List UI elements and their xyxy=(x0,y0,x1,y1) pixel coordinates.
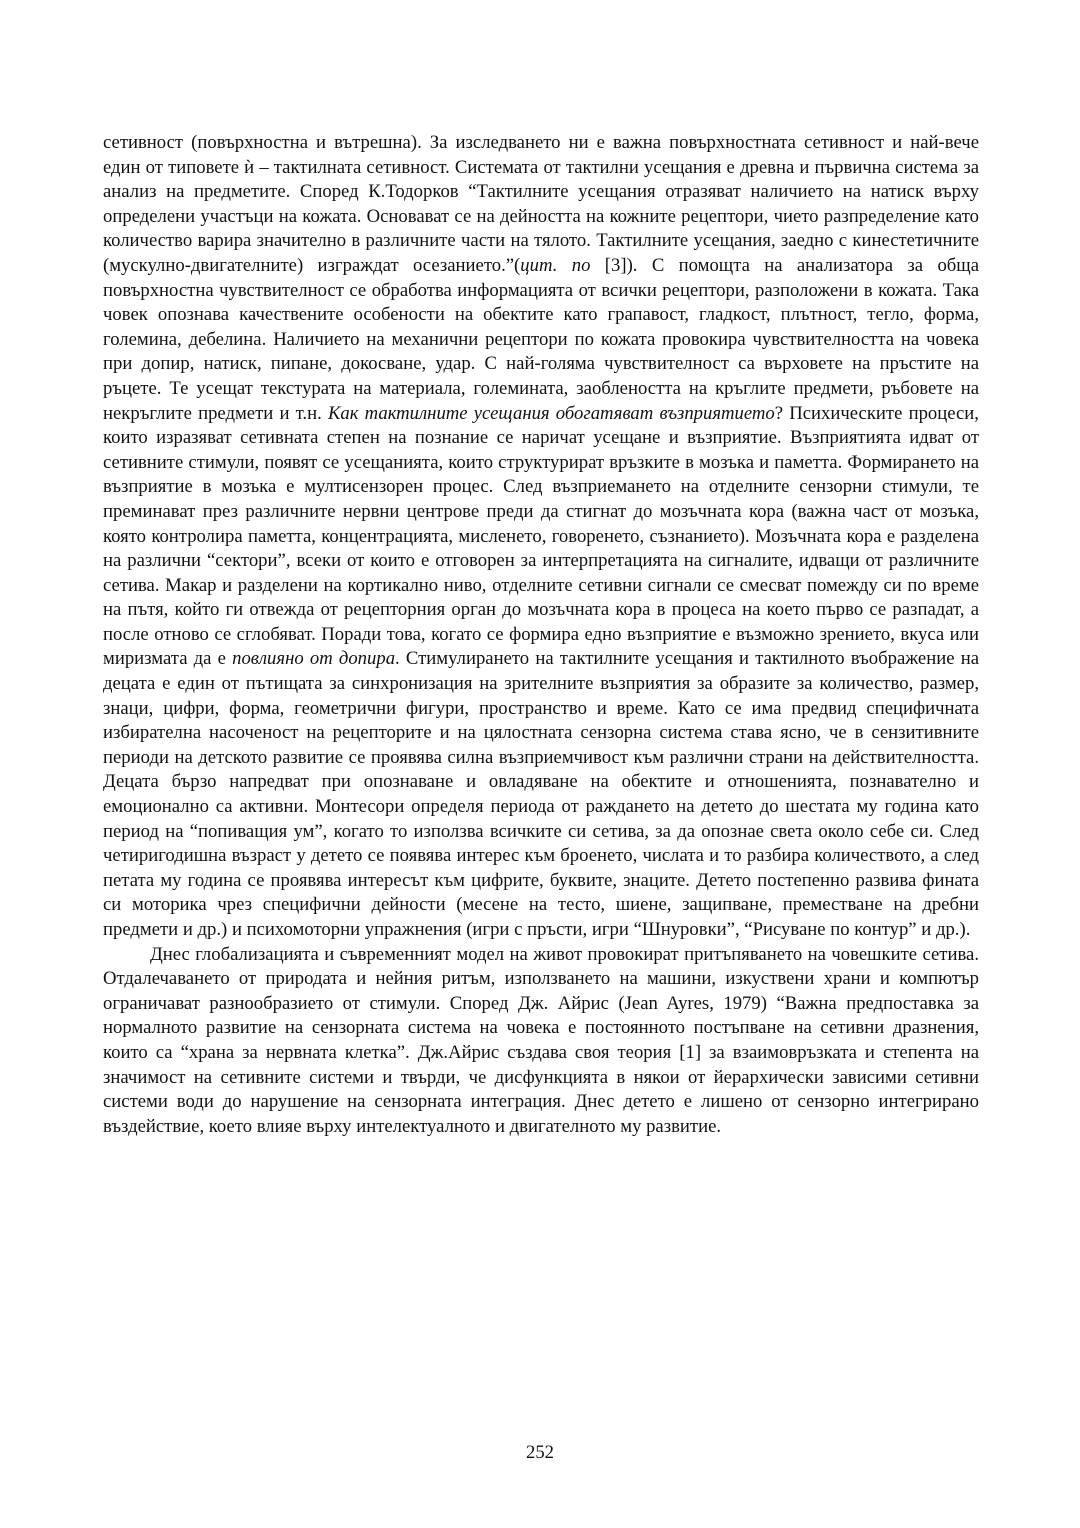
emphasis-italic: повлияно от допира xyxy=(232,648,396,670)
body-text xyxy=(103,131,979,1139)
paragraph-1-part-3: ? Психическите процеси, които изразяват сетивната степен на познание се наричат усещане и възприятие. Възприятията идват от сетивните стимули, появят се усещанията, които структурират връзките в мозъка и паметта. Формирането на възприятие в мозъка е мултисензорен процес. След възприемането на отделните сензорни стимули, те преминават през различните нервни центрове преди да стигнат до мозъчната кора (важна част от мозъка, която контролира паметта, концентрацията, мисленето, говоренето, съзнанието). Мозъчната кора е разделена на различни “сектори”, всеки от които е отговорен за интерпретацията на сигналите, идващи от различните сетива. Макар и разделени на кортикално ниво, отделните сетивни сигнали се смесват помежду си по време на пътя, който ги отвежда от рецепторния орган до мозъчната кора в процеса на което първо се разпадат, а после отново се сглобяват. Поради това, когато се формира едно възприятие е възможно зрението, вкуса или миризмата да е xyxy=(103,402,979,670)
paragraph-1-part-2: [3]). С помощта на анализатора за обща повърхностна чувствителност се обработва информацията от всички рецептори, разположени в кожата. Така човек опознава качествените особености на обектите като грапавост, гладкост, плътност, тегло, форма, големина, дебелина. Наличието на механични рецептори по кожата провокира чувствителността на човека при допир, натиск, пипане, докосване, удар. С най-голяма чувствителност са върховете на пръстите на ръцете. Те усещат текстурата на материала, големината, заоблеността на кръглите предмети, ръбовете на некръглите предмети и т.н. xyxy=(103,254,979,424)
citation-italic: цит. по xyxy=(520,254,591,276)
paragraph-1-part-1: сетивност (повърхностна и вътрешна). За изследването ни е важна повърхностната сетивност и най-вече един от типовете ѝ – тактилната сетивност. Системата от тактилни усещания е древна и първична система за анализ на предметите. Според К.Тодорков “Тактилните усещания отразяват наличието на натиск върху определени участъци на кожата. Основават се на дейността на кожните рецептори, чието разпределение като количество варира значително в различните части на тялото. Тактилните усещания, заедно с кинестетичните (мускулно-двигателните) изграждат осезанието.”( xyxy=(103,132,979,276)
question-italic: Как тактилните усещания обогатяват възприятието xyxy=(327,402,775,424)
paragraph-1-part-4: . Стимулирането на тактилните усещания и тактилното въображение на децата е един от пътищата за синхронизация на зрителните възприятия за образите за количество, размер, знаци, цифри, форма, геометрични фигури, пространство и време. Като се има предвид специфичната избирателна насоченост на рецепторите и на цялостната сензорна система става ясно, че в сензитивните периоди на детското развитие се проявява силна възприемчивост към различни страни на действителността. Децата бързо напредват при опознаване и овладяване на обектите и отношенията, познавателно и емоционално са активни. Монтесори определя периода от раждането на детето до шестата му година като период на “попиващия ум”, когато то използва всичките си сетива, за да опознае света около себе си. След четиригодишна възраст у детето се появява интерес към броенето, числата и то разбира количеството, а след петата му година се проявява интересът към цифрите, буквите, знаците. Детето постепенно развива фината си моторика чрез специфични дейности (месене на тесто, шиене, защипване, преместване на дребни предмети и др.) и психомоторни упражнения (игри с пръсти, игри “Шнуровки”, “Рисуване по контур” и др.). xyxy=(103,648,979,940)
paragraph-2: Днес глобализацията и съвременният модел на живот провокират притъпяването на човешките сетива. Отдалечаването от природата и нейния ритъм, използването на машини, изкуствени храни и компютър ограничават разнообразието от стимули. Според Дж. Айрис (Jean Ayres, 1979) “Важна предпоставка за нормалното развитие на сензорната система на човека е постоянното постъпване на сетивни дразнения, които са “храна за нервната клетка”. Дж.Айрис създава своя теория [1] за взаимовръзката и степента на значимост на сетивните системи и твърди, че дисфункцията в някои от йерархически зависими сетивни системи води до нарушение на сензорната интеграция. Днес детето е лишено от сензорно интегрирано въздействие, което влияе върху интелектуалното и двигателното му развитие. xyxy=(103,943,979,1137)
page-number: 252 xyxy=(525,1442,555,1463)
paragraph-1 xyxy=(103,131,979,943)
